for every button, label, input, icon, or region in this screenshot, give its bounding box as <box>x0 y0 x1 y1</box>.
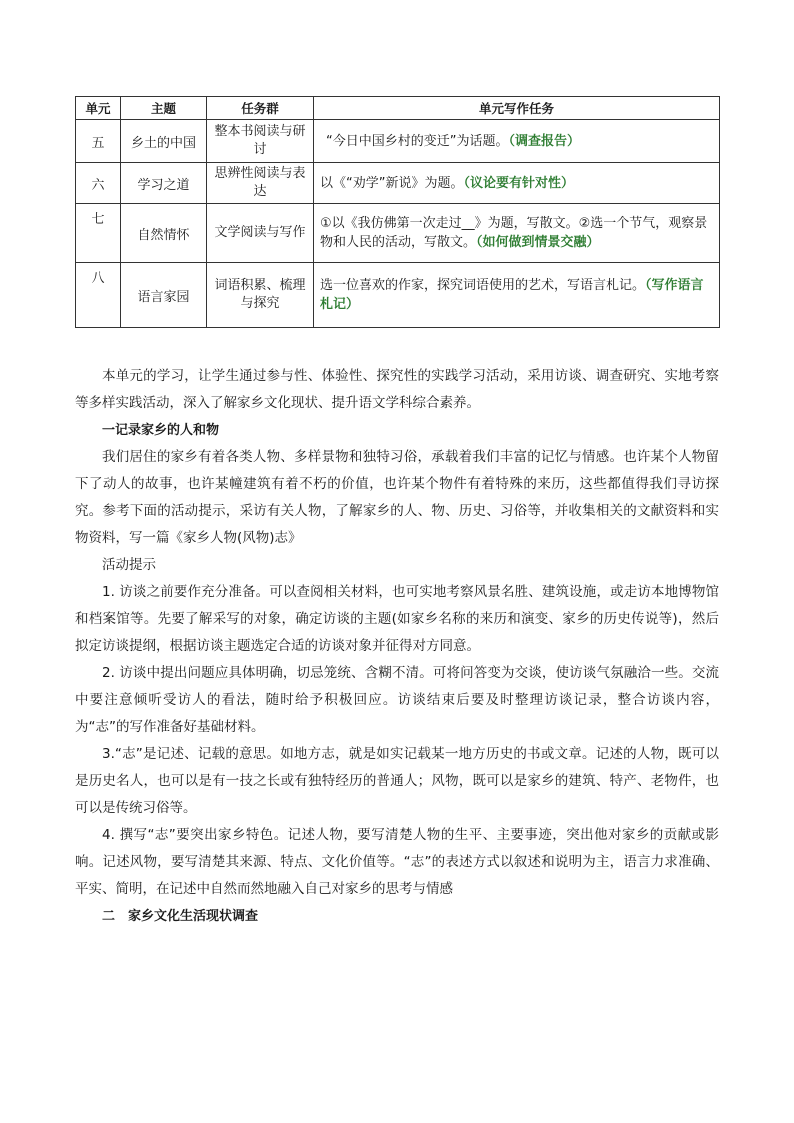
group-cell: 文学阅读与写作 <box>207 204 314 263</box>
writing-task-table <box>75 96 719 328</box>
unit-cell: 八 <box>76 263 121 328</box>
section1-paragraph: 我们居住的家乡有着各类人物、多样景物和独特习俗，承载着我们丰富的记忆与情感。也许某个人物留下了动人的故事，也许某幢建筑有着不朽的价值，也许某个物件有着特殊的来历，这些都值得我们寻访探究。参考下面的活动提示，采访有关人物，了解家乡的人、物、历史、习俗等，并收集相关的文献资料和实物资料，写一篇《家乡人物(风物)志》 <box>75 449 719 546</box>
unit-cell: 七 <box>76 204 121 263</box>
section1-heading: 一记录家乡的人和物 <box>102 423 220 438</box>
task-table <box>75 96 720 328</box>
unit-cell: 五 <box>76 120 121 163</box>
tip-item: 1. 访谈之前要作充分准备。可以查阅相关材料，也可实地考察风景名胜、建筑设施，或走访本地博物馆和档案馆等。先要了解采写的对象，确定访谈的主题(如家乡名称的来历和演变、家乡的历史传说等)，然后拟定访谈提纲，根据访谈主题选定合适的访谈对象并征得对方同意。 <box>75 584 719 654</box>
table-row <box>76 263 720 328</box>
task-text: 以《“劝学”新说》为题。 <box>320 175 464 191</box>
task-text: “今日中国乡村的变迁”为话题。 <box>326 133 509 149</box>
theme-cell: 语言家园 <box>121 263 207 328</box>
table-row <box>76 204 720 263</box>
header-group: 任务群 <box>207 97 314 120</box>
task-text: ①以《我仿佛第一次走过__》为题，写散文。②选一个节气，观察景物和人民的活动，写散文。 <box>320 216 708 250</box>
intro-paragraph: 本单元的学习，让学生通过参与性、体验性、探究性的实践学习活动，采用访谈、调查研究、实地考察等多样实践活动，深入了解家乡文化现状、提升语文学科综合素养。 <box>75 368 719 411</box>
task-cell <box>314 163 720 204</box>
section2-heading: 二 家乡文化生活现状调查 <box>102 909 259 924</box>
header-task: 单元写作任务 <box>314 97 720 120</box>
group-cell: 整本书阅读与研讨 <box>207 120 314 163</box>
task-note: （议论要有针对性） <box>463 175 574 191</box>
table-header-row <box>76 97 720 120</box>
header-unit: 单元 <box>76 97 121 120</box>
task-note: （写作语言札记） <box>320 278 704 312</box>
group-cell: 思辨性阅读与表达 <box>207 163 314 204</box>
task-cell <box>314 204 720 263</box>
table-row <box>76 163 720 204</box>
theme-cell: 学习之道 <box>121 163 207 204</box>
task-cell <box>314 263 720 328</box>
document-body <box>75 363 719 930</box>
tip-item: 2. 访谈中提出问题应具体明确，切忌笼统、含糊不清。可将问答变为交谈，使访谈气氛融洽一些。交流中要注意倾听受访人的看法，随时给予积极回应。访谈结束后要及时整理访谈记录，整合访谈内容，为“志”的写作准备好基础材料。 <box>75 665 719 735</box>
header-theme: 主题 <box>121 97 207 120</box>
theme-cell: 自然情怀 <box>121 204 207 263</box>
table-row <box>76 120 720 163</box>
group-cell: 词语积累、梳理与探究 <box>207 263 314 328</box>
task-cell <box>314 120 720 163</box>
task-note: （如何做到情景交融） <box>476 235 600 250</box>
task-text: 选一位喜欢的作家，探究词语使用的艺术，写语言札记。 <box>320 278 646 293</box>
tip-item: 3.“志”是记述、记载的意思。如地方志，就是如实记载某一地方历史的书或文章。记述的人物，既可以是历史名人，也可以是有一技之长或有独特经历的普通人；风物，既可以是家乡的建筑、特产、老物件，也可以是传统习俗等。 <box>75 746 719 816</box>
tip-item: 4. 撰写“志”要突出家乡特色。记述人物，要写清楚人物的生平、主要事迹，突出他对家乡的贡献或影响。记述风物，要写清楚其来源、特点、文化价值等。“志”的表述方式以叙述和说明为主，语言力求准确、平实、简明，在记述中自然而然地融入自己对家乡的思考与情感 <box>75 827 719 897</box>
unit-cell: 六 <box>76 163 121 204</box>
theme-cell: 乡土的中国 <box>121 120 207 163</box>
tips-label: 活动提示 <box>102 557 156 573</box>
task-note: （调查报告） <box>508 133 580 149</box>
